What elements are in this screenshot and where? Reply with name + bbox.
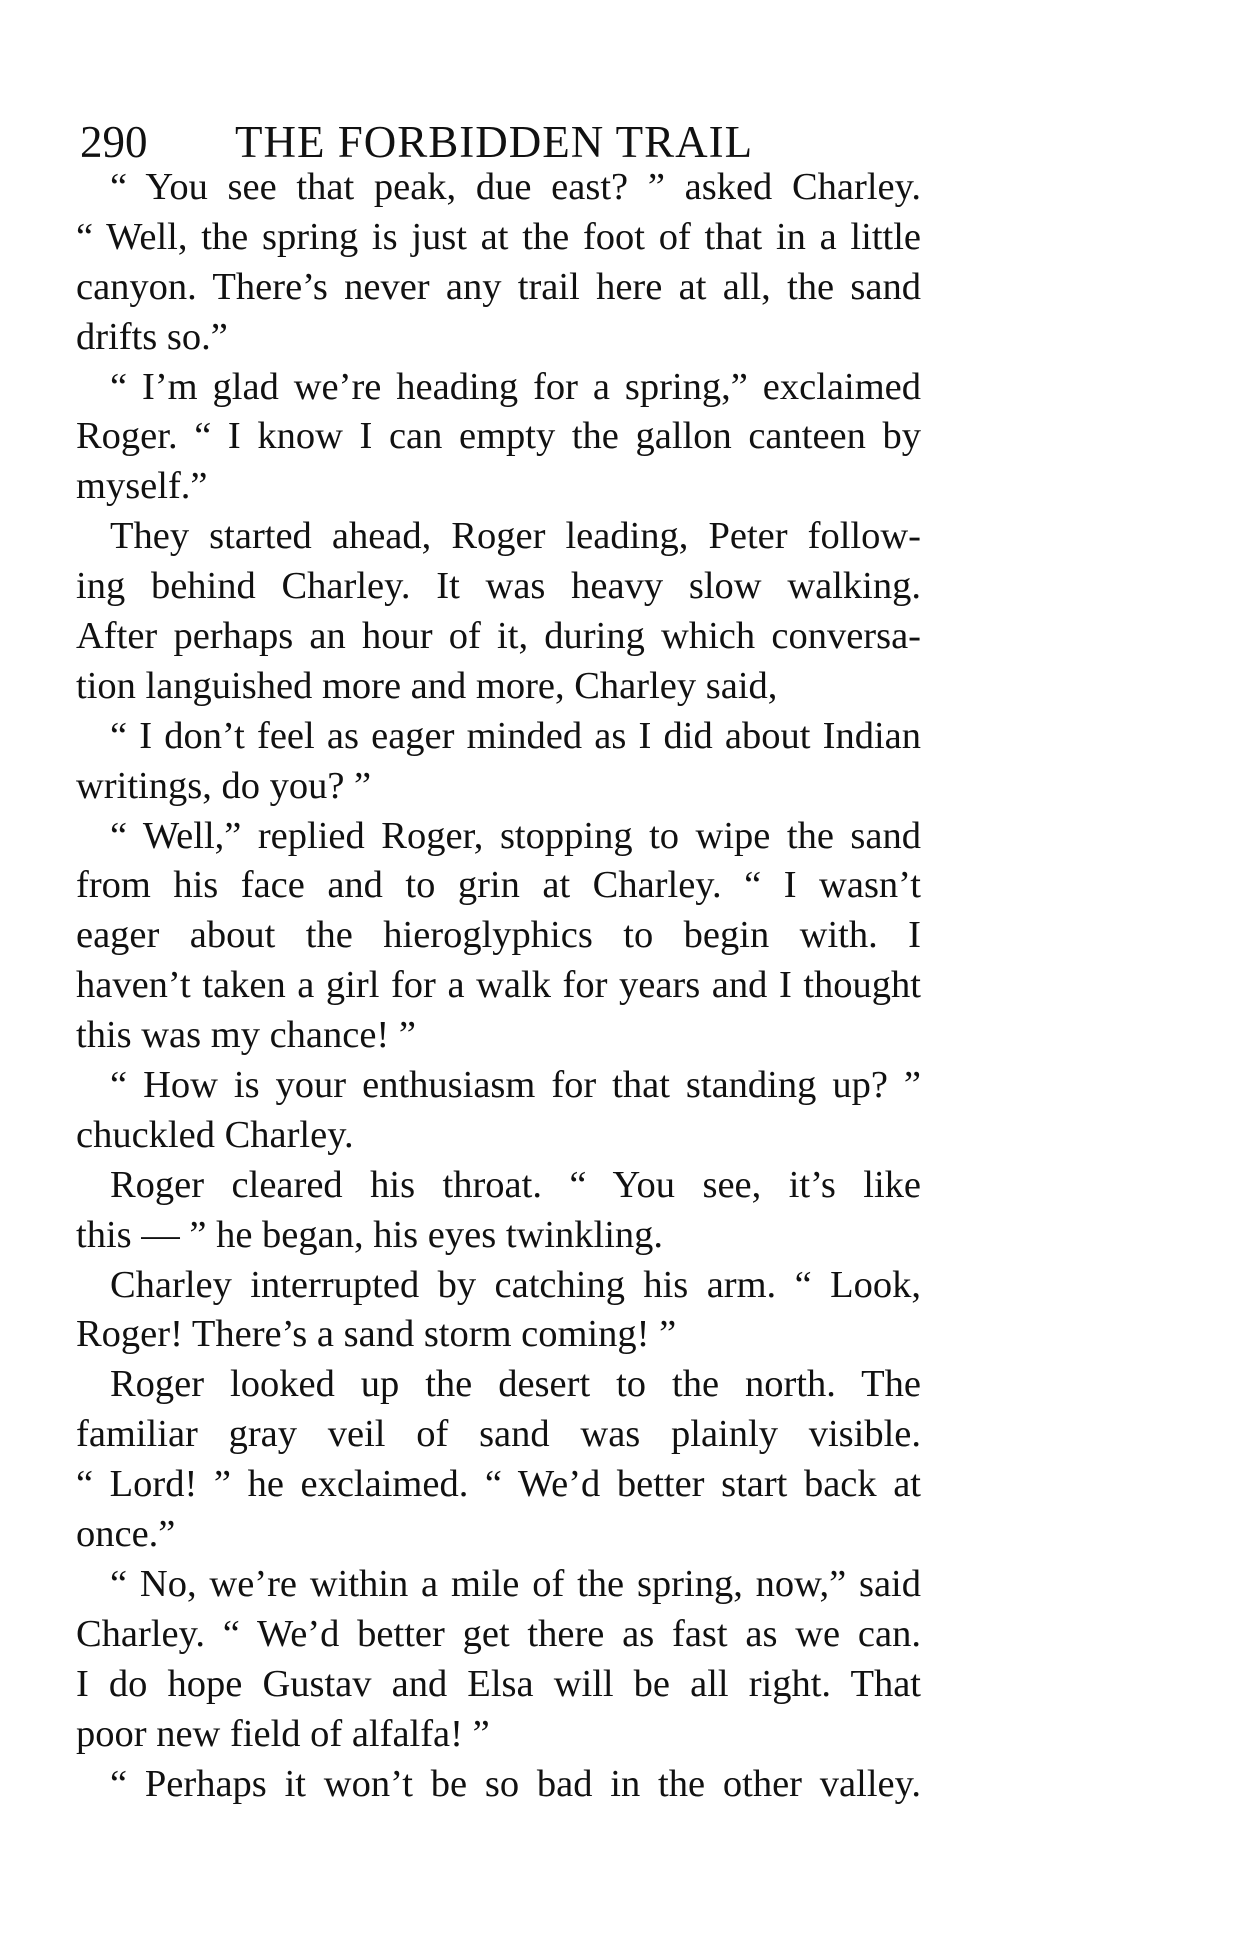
text-line: familiar gray veil of sand was plainly visible.	[76, 1413, 921, 1456]
text-line: from his face and to grin at Charley. “ I wasn’t	[76, 864, 921, 907]
text-line: chuckled Charley.	[76, 1113, 354, 1156]
text-line: writings, do you? ”	[76, 764, 372, 807]
text-line: “ Perhaps it won’t be so bad in the other valley.	[110, 1762, 921, 1805]
text-line: this was my chance! ”	[76, 1014, 416, 1057]
text-line: canyon. There’s never any trail here at all, the sand	[76, 265, 921, 308]
text-line: myself.”	[76, 465, 208, 508]
text-line: “ Well,” replied Roger, stopping to wipe the sand	[110, 814, 921, 857]
running-title: THE FORBIDDEN TRAIL	[235, 117, 754, 167]
text-line: Roger cleared his throat. “ You see, it’s like	[110, 1163, 921, 1206]
text-line: Roger. “ I know I can empty the gallon canteen by	[76, 415, 921, 458]
text-line: “ You see that peak, due east? ” asked Charley.	[110, 166, 921, 208]
text-line: ing behind Charley. It was heavy slow walking.	[76, 565, 921, 608]
text-line: “ I’m glad we’re heading for a spring,” exclaimed	[110, 365, 921, 408]
text-line: Charley. “ We’d better get there as fast as we can.	[76, 1612, 921, 1655]
text-line: drifts so.”	[76, 315, 228, 358]
text-line: “ Lord! ” he exclaimed. “ We’d better start back at	[76, 1463, 921, 1506]
text-line: eager about the hieroglyphics to begin with. I	[76, 914, 921, 957]
text-line: Roger! There’s a sand storm coming! ”	[76, 1313, 677, 1356]
text-line: Roger looked up the desert to the north. The	[110, 1363, 921, 1406]
text-line: “ I don’t feel as eager minded as I did about Indian	[110, 714, 921, 757]
text-line: haven’t taken a girl for a walk for years and I thought	[76, 964, 921, 1007]
text-line: Charley interrupted by catching his arm. “ Look,	[110, 1263, 921, 1306]
text-line: tion languished more and more, Charley said,	[76, 664, 778, 707]
text-line: “ Well, the spring is just at the foot of that in a little	[76, 215, 921, 258]
text-body	[76, 163, 921, 1809]
page-number: 290	[80, 117, 148, 167]
text-line: “ No, we’re within a mile of the spring, now,” said	[110, 1562, 921, 1605]
text-line: once.”	[76, 1513, 176, 1556]
text-line: “ How is your enthusiasm for that standing up? ”	[110, 1064, 921, 1107]
text-line: I do hope Gustav and Elsa will be all right. That	[76, 1662, 921, 1705]
text-line: poor new field of alfalfa! ”	[76, 1712, 490, 1755]
text-line: They started ahead, Roger leading, Peter follow-	[110, 515, 921, 558]
text-line: this — ” he began, his eyes twinkling.	[76, 1213, 664, 1256]
text-line: After perhaps an hour of it, during which conversa-	[76, 615, 921, 658]
